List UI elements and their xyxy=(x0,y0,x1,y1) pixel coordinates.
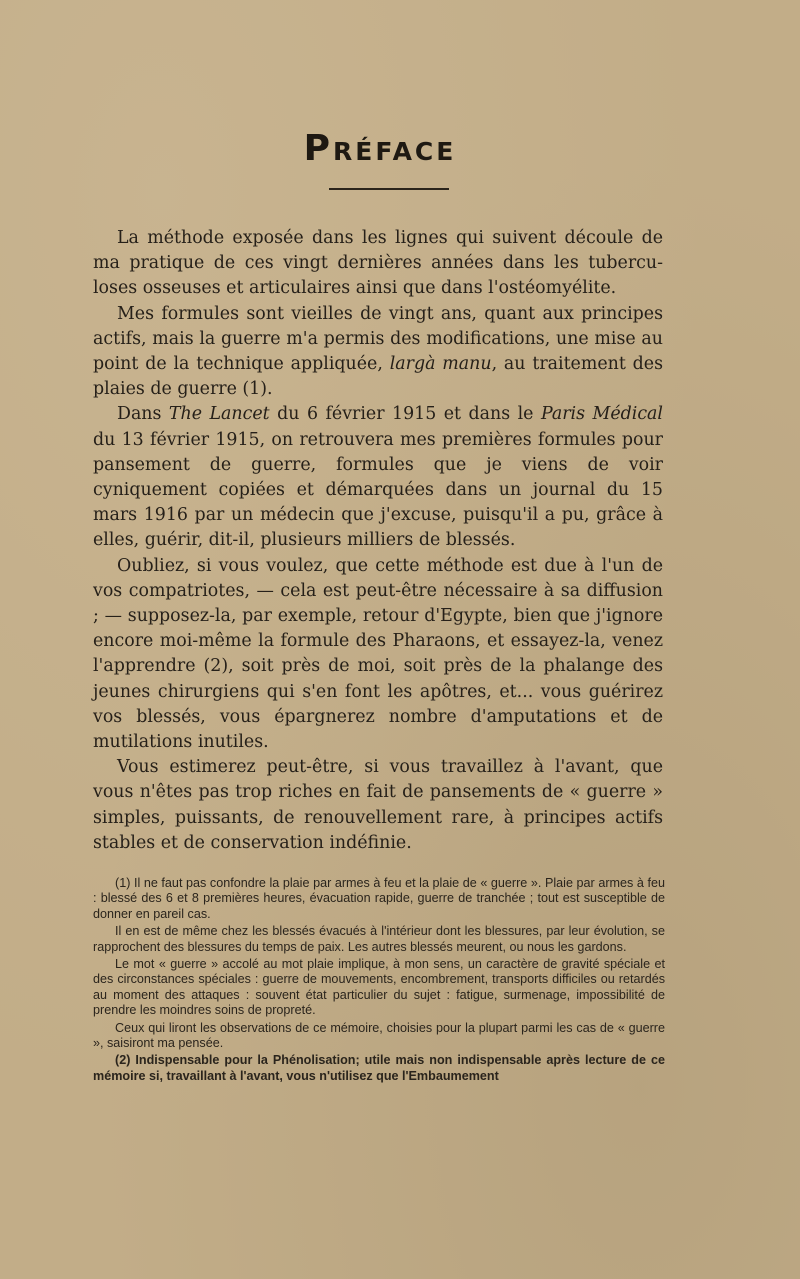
paragraph-text: du 13 février 1915, on retrouvera mes premières formules pour pansement de guerre, formules que je viens de voir cyniquement copiées et démarquées dans un journal du 15 mars 1916 par un médecin que j'excuse, puisqu'il a pu, grâce à elles, guérir, dit-il, plusieurs milliers de blessés. xyxy=(93,429,663,551)
journal-title: Paris Médical xyxy=(540,404,663,425)
footnote: Il en est de même chez les blessés évacués à l'intérieur dont les blessures, par leur évolution, se rapprochent des blessures du temps de paix. Les autres blessés meurent, ou nous les gardons. xyxy=(93,924,665,954)
paragraph-1 xyxy=(93,226,663,302)
paragraph-2 xyxy=(93,302,663,403)
paragraph-4 xyxy=(93,554,663,756)
latin-phrase: largà manu xyxy=(389,354,492,375)
body-text xyxy=(93,226,663,856)
paragraph-text: Vous estimerez peut-être, si vous travaillez à l'avant, que vous n'êtes pas trop riches en fait de pansements de « guerre » simples, puissants, de renouvellement rare, à principes actifs stables et de conservation indéfinie. xyxy=(93,757,663,853)
footnote: (2) Indispensable pour la Phénolisation; utile mais non indispensable après lecture de ce mémoire si, travaillant à l'avant, vous n'utilisez que l'Embaumement xyxy=(93,1053,665,1083)
footnotes xyxy=(93,876,665,1086)
footnote: (1) Il ne faut pas confondre la plaie par armes à feu et la plaie de « guerre ». Plaie par armes à feu : blessé des 6 et 8 premières heures, évacuation rapide, guerre de tranchée ; tout est susceptible de donner en pareil cas. xyxy=(93,876,665,921)
footnote: Ceux qui liront les observations de ce mémoire, choisies pour la plupart parmi les cas de « guerre », saisiront ma pensée. xyxy=(93,1020,665,1051)
page-title: Préface xyxy=(303,128,457,169)
paragraph-text: Dans xyxy=(117,404,169,425)
paragraph-text: du 6 février 1915 et dans le xyxy=(269,404,541,425)
footnote: Le mot « guerre » accolé au mot plaie implique, à mon sens, un caractère de gravité spéciale et des circonstances spéciales : guerre de mouvements, encombrement, transports difficiles ou retardés au moment des attaques : souvent état particulier du sujet : fatigue, surmenage, impossibilité de prendre les moindres soins de propreté. xyxy=(93,957,665,1018)
paragraph-text: La méthode exposée dans les lignes qui suivent découle de ma pratique de ces vingt dernières années dans les tuberculoses osseuses et articulaires ainsi que dans l'ostéomyélite. xyxy=(93,228,663,299)
paragraph-text: Mes formules sont vieilles de vingt ans, quant aux principes actifs, mais la guerre m'a permis des modifications, une mise au point de la technique appliquée, xyxy=(93,303,663,375)
paragraph-5 xyxy=(93,755,663,856)
journal-title: The Lancet xyxy=(168,404,270,425)
title-divider xyxy=(329,188,449,190)
paragraph-text: , au traitement des plaies de guerre (1). xyxy=(93,354,664,400)
paragraph-text: Oubliez, si vous voulez, que cette méthode est due à l'un de vos compatriotes, — cela est peut-être nécessaire à sa diffusion ; — supposez-la, par exemple, retour d'Egypte, bien que j'ignore encore moi-même la formule des Pharaons, et essayez-la, venez l'apprendre (2), soit près de moi, soit près de la phalange des jeunes chirurgiens qui s'en font les apôtres, et... vous guérirez vos blessés, vous épargnerez nombre d'amputations et de mutilations inutiles. xyxy=(93,555,663,753)
paragraph-3 xyxy=(93,402,663,553)
